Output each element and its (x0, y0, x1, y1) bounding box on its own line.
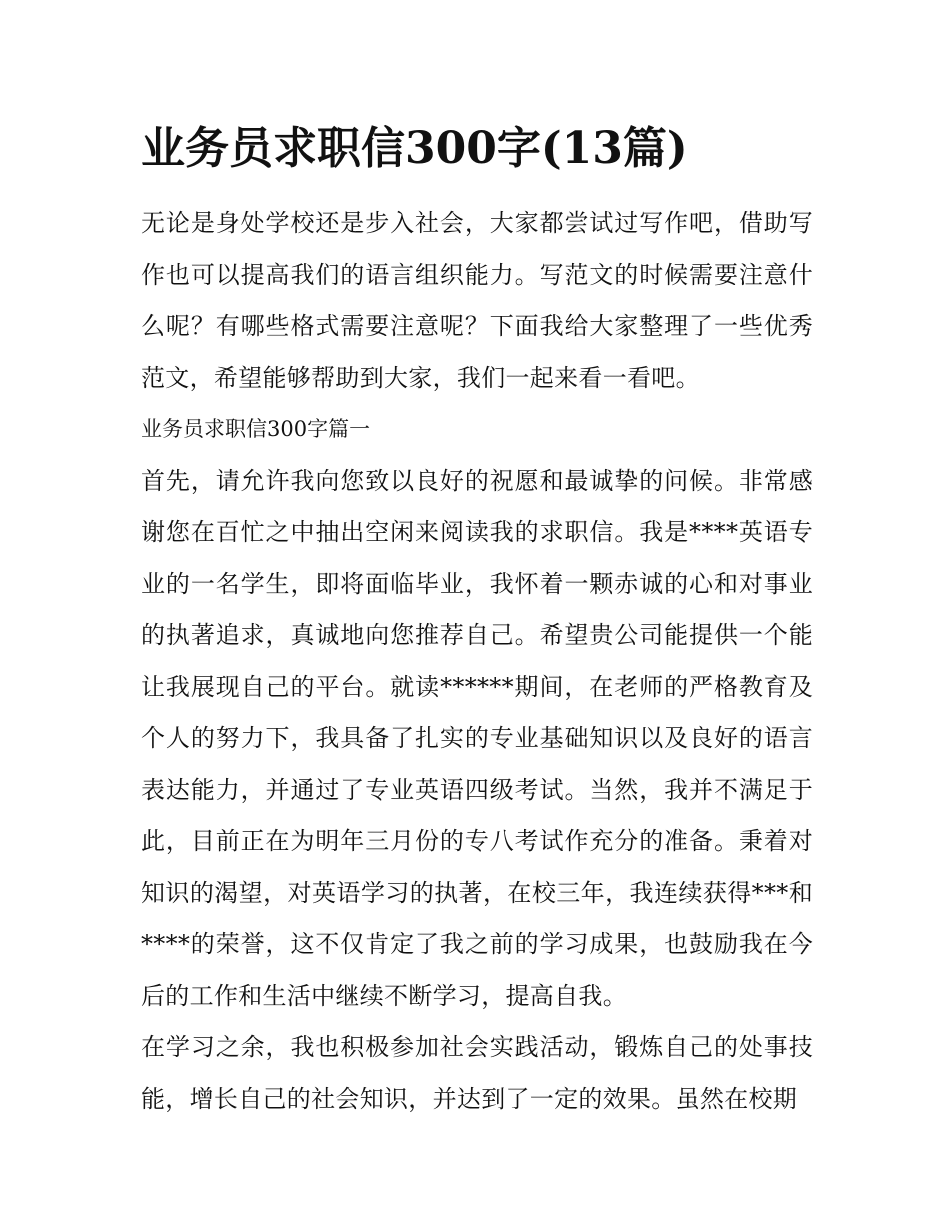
intro-paragraph: 无论是身处学校还是步入社会，大家都尝试过写作吧，借助写作也可以提高我们的语言组织能力。写范文的时候需要注意什么呢？有哪些格式需要注意呢？下面我给大家整理了一些优秀范文，希望能够帮助到大家，我们一起来看一看吧。 (141, 209, 813, 392)
section-heading: 业务员求职信300字篇一 (141, 417, 371, 441)
document-title: 业务员求职信300字(13篇) (141, 123, 688, 174)
body-paragraph-1: 首先，请允许我向您致以良好的祝愿和最诚挚的问候。非常感谢您在百忙之中抽出空闲来阅读我的求职信。我是****英语专业的一名学生，即将面临毕业，我怀着一颗赤诚的心和对事业的执著追求，真诚地向您推荐自己。希望贵公司能提供一个能让我展现自己的平台。就读******期间，在老师的严格教育及个人的努力下，我具备了扎实的专业基础知识以及良好的语言表达能力，并通过了专业英语四级考试。当然，我并不满足于此，目前正在为明年三月份的专八考试作充分的准备。秉着对知识的渴望，对英语学习的执著，在校三年，我连续获得***和****的荣誉，这不仅肯定了我之前的学习成果，也鼓励我在今后的工作和生活中继续不断学习，提高自我。 (141, 466, 813, 1010)
document-page (141, 118, 813, 1125)
body-paragraph-2: 在学习之余，我也积极参加社会实践活动，锻炼自己的处事技能，增长自己的社会知识，并达到了一定的效果。虽然在校期 (141, 1033, 813, 1113)
